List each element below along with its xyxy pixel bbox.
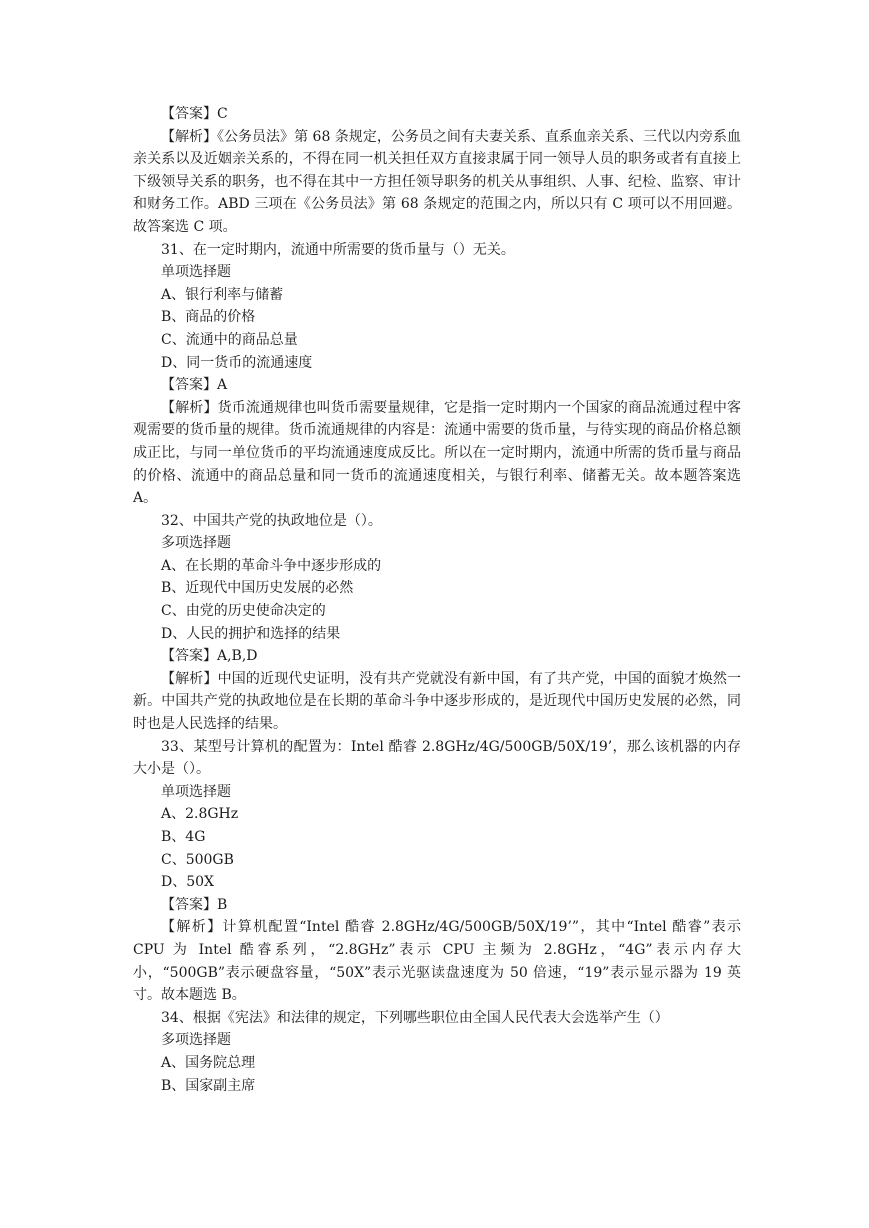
option-c: C、500GB [161,851,234,868]
question-34: 34、根据《宪法》和法律的规定，下列哪些职位由全国人民代表大会选举产生（） [161,1009,669,1026]
answer-line: 【答案】A,B,D [161,648,258,665]
analysis-paragraph: 【解析】货币流通规律也叫货币需要量规律，它是指一定时期内一个国家的商品流通过程中客观需要的货币量的规律。货币流通规律的内容是：流通中需要的货币量，与待实现的商品价格总额成正比，与同一单位货币的平均流通速度成反比。所以在一定时期内，流通中所需的货币量与商品的价格、流通中的商品总量和同一货币的流通速度相关，与银行利率、储蓄无关。故本题答案选 A。 [133,399,741,507]
question-type: 单项选择题 [161,783,231,800]
option-a: A、在长期的革命斗争中逐步形成的 [161,557,382,574]
option-b: B、近现代中国历史发展的必然 [161,580,354,597]
answer-line: 【答案】C [161,106,228,122]
option-d: D、人民的拥护和选择的结果 [161,625,341,642]
option-d: D、同一货币的流通速度 [161,354,313,371]
analysis-paragraph: 【解析】中国的近现代史证明，没有共产党就没有新中国，有了共产党，中国的面貌才焕然一新。中国共产党的执政地位是在长期的革命斗争中逐步形成的，是近现代中国历史发展的必然，同时也是人民选择的结果。 [133,670,741,733]
option-d: D、50X [161,874,215,891]
analysis-paragraph: 【解析】计算机配置“Intel 酷睿 2.8GHz/4G/500GB/50X/19’”，其中“Intel 酷睿”表示 CPU 为 Intel 酷睿系列，“2.8GHz”表示 CPU 主频为 2.8GHz，“4G”表示内存大小，“500GB”表示硬盘容量，“50X”表示光驱读盘速度为 50 倍速，“19”表示显示器为 19 英寸。故本题选 B。 [133,919,741,1004]
answer-line: 【答案】B [161,896,228,913]
option-b: B、商品的价格 [161,309,256,326]
question-type: 多项选择题 [161,1032,231,1049]
question-33: 33、某型号计算机的配置为：Intel 酷睿 2.8GHz/4G/500GB/50X/19’，那么该机器的内存大小是（）。 [133,738,741,778]
question-31: 31、在一定时期内，流通中所需要的货币量与（）无关。 [161,241,515,258]
question-32: 32、中国共产党的执政地位是（）。 [161,512,382,529]
document-page [133,103,741,1097]
option-a: A、银行利率与储蓄 [161,286,284,303]
question-type: 单项选择题 [161,264,231,281]
option-b: B、国家副主席 [161,1077,256,1094]
answer-line: 【答案】A [161,377,228,394]
option-b: B、4G [161,829,206,845]
option-a: A、2.8GHz [161,806,239,823]
option-a: A、国务院总理 [161,1054,256,1071]
option-c: C、流通中的商品总量 [161,331,298,348]
question-type: 多项选择题 [161,535,231,552]
option-c: C、由党的历史使命决定的 [161,603,326,620]
analysis-paragraph: 【解析】《公务员法》第 68 条规定，公务员之间有夫妻关系、直系血亲关系、三代以内旁系血亲关系以及近姻亲关系的，不得在同一机关担任双方直接隶属于同一领导人员的职务或者有直接上下级领导关系的职务，也不得在其中一方担任领导职务的机关从事组织、人事、纪检、监察、审计和财务工作。ABD 三项在《公务员法》第 68 条规定的范围之内，所以只有 C 项可以不用回避。故答案选 C 项。 [133,128,741,235]
